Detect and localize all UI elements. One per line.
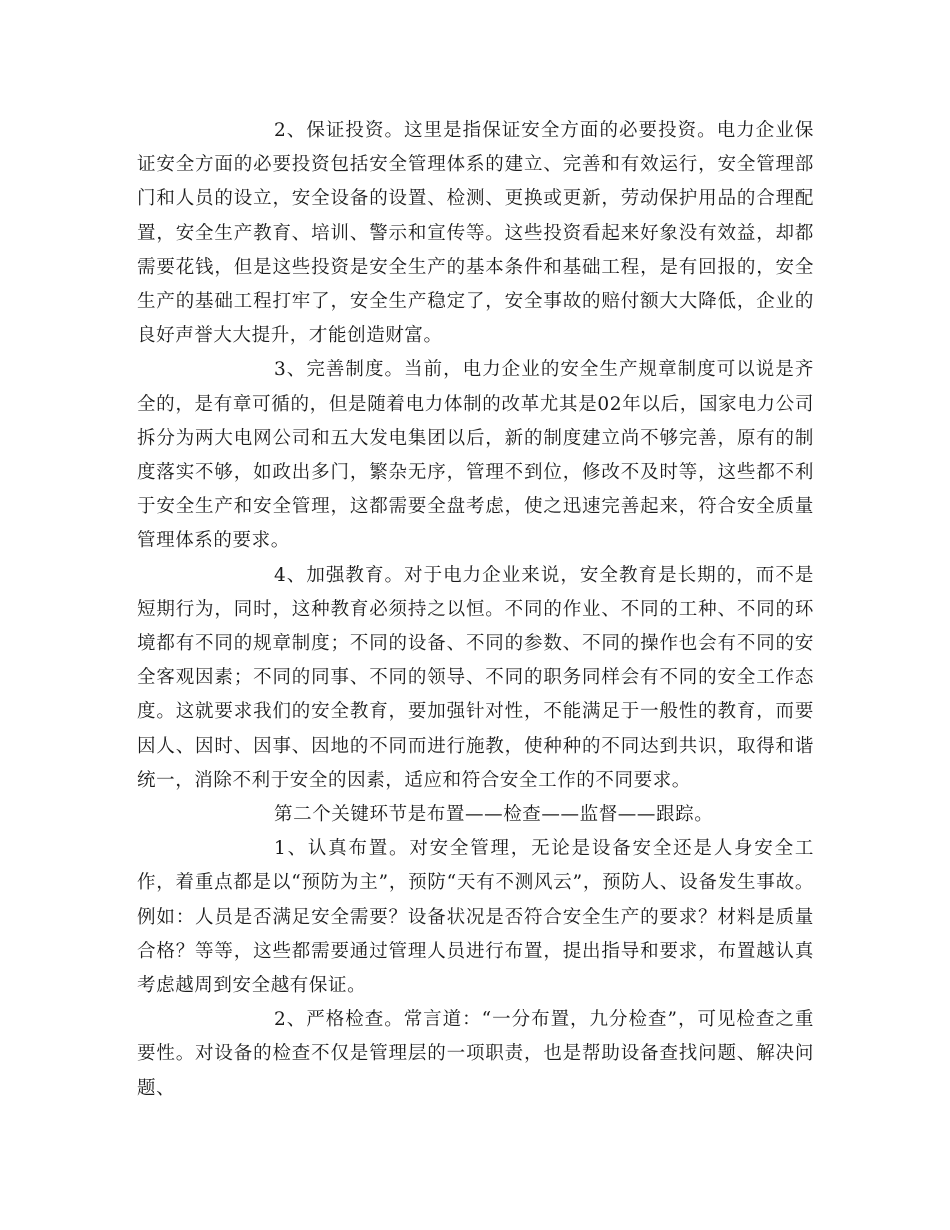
- paragraph-strengthen-education: 4、加强教育。对于电力企业来说，安全教育是长期的，而不是短期行为，同时，这种教育必须持之以恒。不同的作业、不同的工种、不同的环境都有不同的规章制度；不同的设备、不同的参数、不同的操作也会有不同的安全客观因素；不同的同事、不同的领导、不同的职务同样会有不同的安全工作态度。这就要求我们的安全教育，要加强针对性，不能满足于一般性的教育，而要因人、因时、因事、因地的不同而进行施教，使种种的不同达到共识，取得和谐统一，消除不利于安全的因素，适应和符合安全工作的不同要求。: [137, 564, 814, 791]
- paragraph-improve-system: 3、完善制度。当前，电力企业的安全生产规章制度可以说是齐全的，是有章可循的，但是随着电力体制的改革尤其是02年以后，国家电力公司拆分为两大电网公司和五大发电集团以后，新的制度建立尚不够完善，原有的制度落实不够，如政出多门，繁杂无序，管理不到位，修改不及时等，这些都不利于安全生产和安全管理，这都需要全盘考虑，使之迅速完善起来，符合安全质量管理体系的要求。: [137, 359, 814, 552]
- paragraph-second-key-link: 第二个关键环节是布置——检查——监督——跟踪。: [274, 804, 714, 826]
- paragraph-strict-inspection: 2、严格检查。常言道：“一分布置，九分检查”，可见检查之重要性。对设备的检查不仅是管理层的一项职责，也是帮助设备查找问题、解决问题、: [137, 1009, 814, 1099]
- paragraph-careful-arrangement: 1、认真布置。对安全管理，无论是设备安全还是人身安全工作，着重点都是以“预防为主”，预防“天有不测风云”，预防人、设备发生事故。例如：人员是否满足安全需要？设备状况是否符合安全生产的要求？材料是质量合格？等等，这些都需要通过管理人员进行布置，提出指导和要求，布置越认真考虑越周到安全越有保证。: [137, 838, 814, 997]
- document-body: [137, 114, 814, 1106]
- paragraph-ensure-investment: 2、保证投资。这里是指保证安全方面的必要投资。电力企业保证安全方面的必要投资包括安全管理体系的建立、完善和有效运行，安全管理部门和人员的设立，安全设备的设置、检测、更换或更新，劳动保护用品的合理配置，安全生产教育、培训、警示和宣传等。这些投资看起来好象没有效益，却都需要花钱，但是这些投资是安全生产的基本条件和基础工程，是有回报的，安全生产的基础工程打牢了，安全生产稳定了，安全事故的赔付额大大降低，企业的良好声誉大大提升，才能创造财富。: [137, 120, 814, 347]
